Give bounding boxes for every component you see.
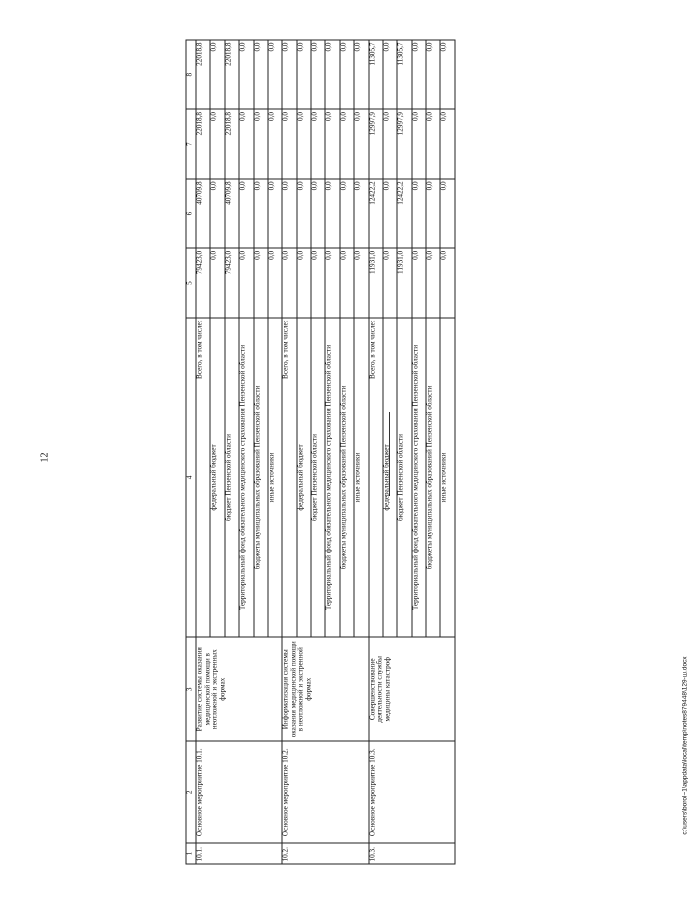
amount-cell: 0,0 (440, 179, 455, 248)
amount-cell: 0,0 (311, 40, 325, 109)
amount-cell: 79423,0 (225, 248, 239, 317)
amount-cell: 0,0 (282, 40, 296, 109)
amount-cell: 12997,9 (397, 109, 411, 178)
funding-source-cell: Всего, в том числе: (369, 318, 383, 637)
row-number-cell: 10.3. (369, 843, 456, 864)
funding-source-cell: Всего, в том числе: (282, 318, 296, 637)
amount-cell: 40709,8 (196, 179, 210, 248)
header-cell: 8 (186, 40, 196, 109)
amount-cell: 0,0 (311, 109, 325, 178)
amount-cell: 0,0 (210, 109, 224, 178)
activity-name-cell: Основное мероприятие 10.1. (196, 741, 282, 843)
amount-cell: 0,0 (354, 248, 368, 317)
amount-cell: 11931,0 (397, 248, 411, 317)
table-row (196, 40, 210, 864)
amount-cell: 0,0 (426, 179, 440, 248)
amount-cell: 0,0 (297, 179, 311, 248)
amount-cell: 0,0 (210, 40, 224, 109)
amount-cell: 0,0 (412, 248, 426, 317)
amount-cell: 0,0 (254, 109, 268, 178)
amount-cell: 0,0 (210, 248, 224, 317)
funding-source-cell: Территориальный фонд обязательного медицинского страхования Пензенской области (412, 318, 426, 637)
amount-cell: 0,0 (340, 109, 354, 178)
header-cell: 5 (186, 248, 196, 317)
funding-source-cell: бюджеты муниципальных образований Пензенской области (254, 318, 268, 637)
budget-table (186, 40, 456, 865)
row-number-cell: 10.2. (282, 843, 368, 864)
amount-cell: 0,0 (412, 179, 426, 248)
amount-cell: 0,0 (268, 248, 282, 317)
funding-source-cell: иные источники (440, 318, 455, 637)
amount-cell: 0,0 (412, 109, 426, 178)
amount-cell: 0,0 (282, 109, 296, 178)
activity-name-cell: Основное мероприятие 10.2. (282, 741, 368, 843)
header-cell: 2 (186, 741, 196, 843)
funding-source-cell: иные источники (268, 318, 282, 637)
table-row (369, 40, 383, 864)
header-cell: 7 (186, 109, 196, 178)
funding-source-cell: бюджет Пензенской области (311, 318, 325, 637)
amount-cell: 0,0 (383, 40, 397, 109)
funding-source-cell: бюджет Пензенской области (225, 318, 239, 637)
amount-cell: 79423,0 (196, 248, 210, 317)
amount-cell: 0,0 (354, 179, 368, 248)
amount-cell: 0,0 (282, 248, 296, 317)
amount-cell: 0,0 (254, 248, 268, 317)
amount-cell: 0,0 (239, 179, 253, 248)
activity-description-cell: Информатизация системы оказания медицинской помощи в неотложной и экстренной формах (282, 637, 368, 741)
funding-source-cell: федеральный бюджет (297, 318, 311, 637)
activity-name-cell: Основное мероприятие 10.3. (369, 741, 456, 843)
amount-cell: 0,0 (354, 109, 368, 178)
amount-cell: 11305,7 (369, 40, 383, 109)
header-row (186, 40, 196, 864)
row-number-cell: 10.1. (196, 843, 282, 864)
amount-cell: 0,0 (239, 109, 253, 178)
header-cell: 6 (186, 179, 196, 248)
amount-cell: 0,0 (297, 109, 311, 178)
amount-cell: 0,0 (440, 40, 455, 109)
amount-cell: 11931,0 (369, 248, 383, 317)
funding-source-cell: Территориальный фонд обязательного медицинского страхования Пензенской области (239, 318, 253, 637)
amount-cell: 0,0 (239, 248, 253, 317)
funding-source-cell: бюджет Пензенской области (397, 318, 411, 637)
amount-cell: 0,0 (383, 179, 397, 248)
amount-cell: 0,0 (311, 179, 325, 248)
amount-cell: 0,0 (268, 109, 282, 178)
amount-cell: 40709,8 (225, 179, 239, 248)
amount-cell: 0,0 (268, 179, 282, 248)
funding-source-cell: Территориальный фонд обязательного медицинского страхования Пензенской области (325, 318, 339, 637)
amount-cell: 12997,9 (369, 109, 383, 178)
amount-cell: 0,0 (239, 40, 253, 109)
amount-cell: 0,0 (325, 40, 339, 109)
amount-cell: 0,0 (354, 40, 368, 109)
amount-cell: 12422,2 (397, 179, 411, 248)
footer-file-path: c:\users\borol~1\appdata\local\temp\notes879448\129-ш.docx (681, 656, 689, 835)
amount-cell: 0,0 (440, 248, 455, 317)
header-cell: 1 (186, 843, 196, 864)
funding-source-cell: федеральный бюджет (383, 318, 397, 637)
amount-cell: 0,0 (254, 179, 268, 248)
amount-cell: 0,0 (325, 109, 339, 178)
amount-cell: 22018,8 (196, 109, 210, 178)
rotated-table-container (186, 40, 456, 865)
amount-cell: 0,0 (426, 109, 440, 178)
activity-description-cell: Развитие системы оказания медицинской помощи в неотложной и экстренных формах (196, 637, 282, 741)
amount-cell: 0,0 (340, 179, 354, 248)
amount-cell: 0,0 (297, 40, 311, 109)
funding-source-cell: иные источники (354, 318, 368, 637)
amount-cell: 22018,8 (225, 40, 239, 109)
funding-source-cell: бюджеты муниципальных образований Пензенской области (340, 318, 354, 637)
amount-cell: 0,0 (412, 40, 426, 109)
amount-cell: 22018,8 (196, 40, 210, 109)
amount-cell: 0,0 (311, 248, 325, 317)
amount-cell: 0,0 (340, 40, 354, 109)
amount-cell: 0,0 (268, 40, 282, 109)
amount-cell: 0,0 (340, 248, 354, 317)
amount-cell: 0,0 (325, 179, 339, 248)
amount-cell: 0,0 (297, 248, 311, 317)
funding-source-cell: федеральный бюджет (210, 318, 224, 637)
amount-cell: 0,0 (325, 248, 339, 317)
amount-cell: 0,0 (383, 248, 397, 317)
amount-cell: 0,0 (426, 40, 440, 109)
amount-cell: 22018,8 (225, 109, 239, 178)
amount-cell: 0,0 (282, 179, 296, 248)
activity-description-cell: Совершенствование деятельности службы медицины катастроф (369, 637, 456, 741)
funding-source-cell: бюджеты муниципальных образований Пензенской области (426, 318, 440, 637)
amount-cell: 0,0 (426, 248, 440, 317)
page-number: 12 (39, 452, 51, 463)
table-row (282, 40, 296, 864)
amount-cell: 0,0 (254, 40, 268, 109)
header-cell: 4 (186, 318, 196, 637)
amount-cell: 0,0 (383, 109, 397, 178)
header-cell: 3 (186, 637, 196, 741)
amount-cell: 0,0 (440, 109, 455, 178)
funding-source-cell: Всего, в том числе: (196, 318, 210, 637)
amount-cell: 0,0 (210, 179, 224, 248)
amount-cell: 12422,2 (369, 179, 383, 248)
amount-cell: 11305,7 (397, 40, 411, 109)
